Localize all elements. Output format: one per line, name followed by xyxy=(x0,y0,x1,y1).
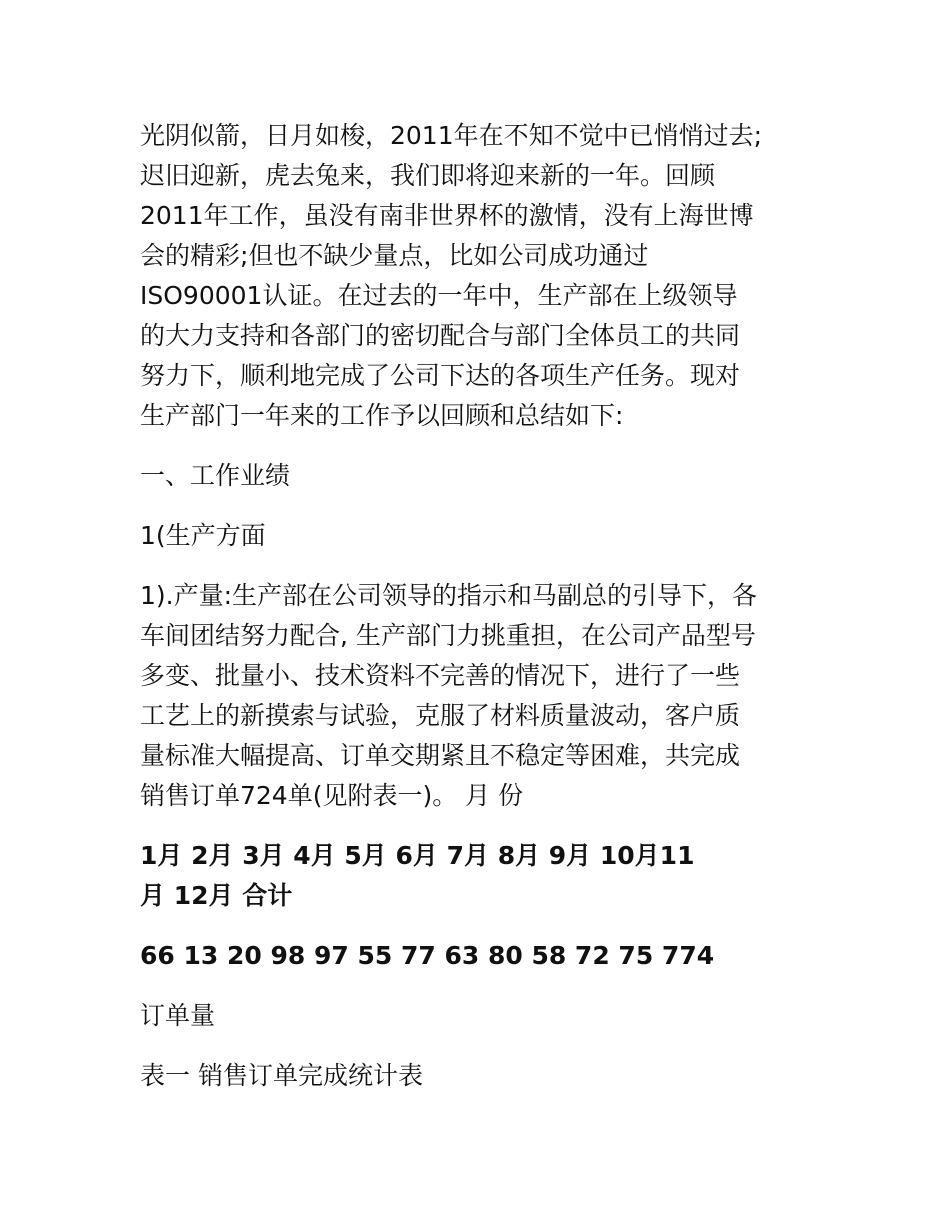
intro-line: 光阴似箭，日月如梭，2011年在不知不觉中已悄悄过去; xyxy=(140,121,763,150)
intro-line: 2011年工作，虽没有南非世界杯的激情，没有上海世博 xyxy=(140,201,754,230)
output-line: 多变、批量小、技术资料不完善的情况下，进行了一些 xyxy=(140,661,741,690)
paragraph-gap xyxy=(140,916,830,936)
paragraph-gap xyxy=(140,816,830,836)
intro-line: 努力下，顺利地完成了公司下达的各项生产任务。现对 xyxy=(140,361,741,390)
paragraph-gap xyxy=(140,1036,830,1056)
table-caption xyxy=(140,1056,830,1096)
table-months-line: 1月 2月 3月 4月 5月 6月 7月 8月 9月 10月11 xyxy=(140,841,695,870)
table-months xyxy=(140,836,830,916)
output-line: 销售订单724单(见附表一)。 月 份 xyxy=(140,781,524,810)
document-body xyxy=(140,116,830,1096)
table-caption-text: 表一 销售订单完成统计表 xyxy=(140,1061,423,1090)
output-line: 工艺上的新摸索与试验，克服了材料质量波动，客户质 xyxy=(140,701,741,730)
intro-line: 会的精彩;但也不缺少量点，比如公司成功通过 xyxy=(140,241,649,270)
intro-line: 的大力支持和各部门的密切配合与部门全体员工的共同 xyxy=(140,321,741,350)
intro-line: 生产部门一年来的工作予以回顾和总结如下: xyxy=(140,401,624,430)
output-line: 1).产量:生产部在公司领导的指示和马副总的引导下，各 xyxy=(140,581,758,610)
output-line: 车间团结努力配合, 生产部门力挑重担，在公司产品型号 xyxy=(140,621,756,650)
table-row-label xyxy=(140,996,830,1036)
subsection-heading xyxy=(140,516,830,556)
intro-paragraph xyxy=(140,116,830,436)
intro-line: 迟旧迎新，虎去兔来，我们即将迎来新的一年。回顾 xyxy=(140,161,716,190)
intro-line: ISO90001认证。在过去的一年中，生产部在上级领导 xyxy=(140,281,738,310)
paragraph-gap xyxy=(140,436,830,456)
paragraph-gap xyxy=(140,496,830,516)
table-months-line: 月 12月 合计 xyxy=(140,881,293,910)
section-heading-text: 一、工作业绩 xyxy=(140,461,291,490)
output-paragraph xyxy=(140,576,830,816)
table-values-line: 66 13 20 98 97 55 77 63 80 58 72 75 774 xyxy=(140,941,715,970)
output-line: 量标准大幅提高、订单交期紧且不稳定等困难，共完成 xyxy=(140,741,741,770)
subsection-heading-text: 1(生产方面 xyxy=(140,521,266,550)
table-values xyxy=(140,936,830,976)
paragraph-gap xyxy=(140,556,830,576)
table-row-label-text: 订单量 xyxy=(140,1001,216,1030)
section-heading xyxy=(140,456,830,496)
paragraph-gap xyxy=(140,976,830,996)
